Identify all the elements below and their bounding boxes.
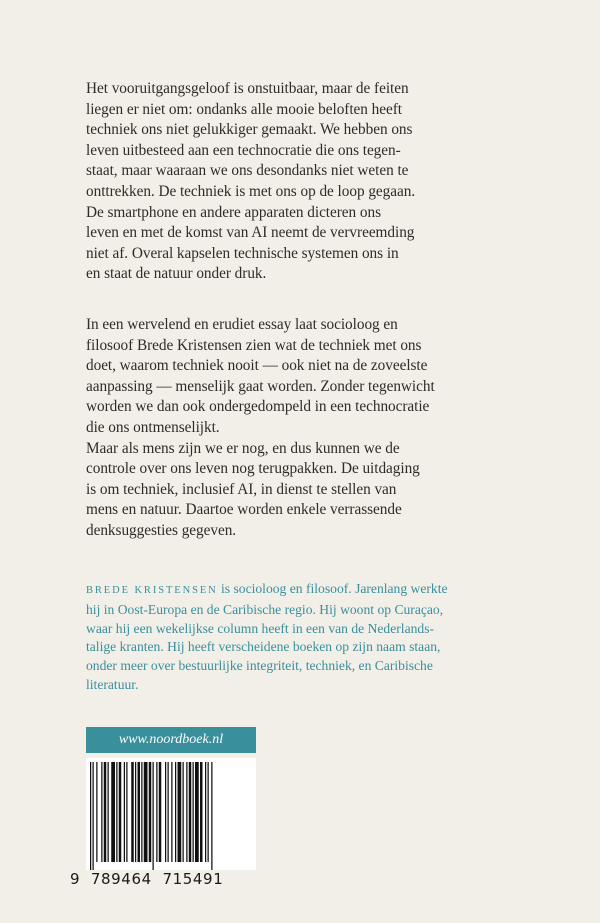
blurb-line: mens en natuur. Daartoe worden enkele verrassende (86, 501, 402, 519)
barcode-bar (208, 762, 209, 862)
isbn-barcode (86, 758, 256, 870)
barcode-bar (131, 762, 134, 862)
blurb-line: worden we dan ook ondergedompeld in een technocratie (86, 398, 430, 416)
barcode-bar (175, 762, 176, 862)
barcode-bar (195, 762, 199, 862)
barcode-bar (211, 762, 212, 870)
blurb-line: denksuggesties gegeven. (86, 521, 237, 539)
blurb-line: aanpassing — menselijk gaat worden. Zonder tegenwicht (86, 377, 435, 395)
barcode-bar (200, 762, 203, 862)
blurb-line: De smartphone en andere apparaten dicteren ons (86, 203, 382, 221)
barcode-bar (159, 762, 162, 862)
bio-line: onder meer over bestuurlijke integriteit, techniek, en Caribische (86, 658, 433, 674)
blurb-line: filosoof Brede Kristensen zien wat de techniek met ons (86, 336, 422, 354)
blurb-line: en staat de natuur onder druk. (86, 265, 267, 283)
barcode-bar (205, 762, 206, 862)
barcode-bar (135, 762, 136, 862)
blurb-line: techniek ons niet gelukkiger gemaakt. We hebben ons (86, 121, 413, 139)
barcode-bar (144, 762, 148, 862)
barcode-bar (138, 762, 141, 862)
barcode-bar (116, 762, 117, 862)
isbn-number: 9 789464 715491 (70, 870, 224, 888)
blurb-line: onttrekken. De techniek is met ons op de loop gegaan. (86, 182, 416, 200)
blurb-line: staat, maar waaraan we ons desondanks niet weten te (86, 162, 409, 180)
barcode-bar (186, 762, 187, 862)
barcode-bar (108, 762, 109, 862)
barcode-bar (193, 762, 194, 862)
barcode-bar (119, 762, 122, 862)
barcode-bar (153, 762, 154, 870)
barcode-bar (168, 762, 169, 862)
barcode-bar (189, 762, 192, 862)
barcode-bar (111, 762, 115, 862)
barcode-bar (171, 762, 172, 862)
barcode-bar (124, 762, 125, 862)
author-bio (86, 580, 516, 695)
barcode-bar (178, 762, 182, 862)
barcode-bar (104, 762, 107, 862)
barcode-bar (96, 762, 97, 862)
blurb-line: In een wervelend en erudiet essay laat socioloog en (86, 316, 398, 333)
barcode-bars (86, 758, 256, 870)
blurb-line: Maar als mens zijn we er nog, en dus kunnen we de (86, 439, 400, 457)
blurb-paragraph-1 (86, 79, 516, 285)
barcode-bar (101, 762, 102, 862)
bio-line-1-text: is socioloog en filosoof. Jarenlang werkte (217, 581, 448, 596)
bio-line: talige kranten. Hij heeft verscheidene boeken op zijn naam staan, (86, 639, 441, 655)
blurb-line: liegen er niet om: ondanks alle mooie beloften heeft (86, 100, 402, 118)
barcode-bar (149, 762, 152, 862)
blurb-line: controle over ons leven nog terugpakken. De uitdaging (86, 460, 420, 478)
blurb-line: leven uitbesteed aan een technocratie die ons tegen- (86, 141, 401, 159)
barcode-bar (90, 762, 91, 870)
bio-line: hij in Oost-Europa en de Caribische regio. Hij woont op Curaçao, (86, 601, 444, 617)
barcode-bar (126, 762, 127, 862)
bio-line: literatuur. (86, 676, 139, 692)
blurb-line: leven en met de komst van AI neemt de vervreemding (86, 224, 415, 242)
blurb-line: die ons ontmenselijkt. (86, 418, 220, 436)
blurb-line: is om techniek, inclusief AI, in dienst te stellen van (86, 480, 397, 498)
barcode-bar (165, 762, 166, 862)
blurb-paragraph-2 (86, 315, 516, 542)
author-name: BREDE KRISTENSEN (86, 585, 218, 596)
barcode-bar (156, 762, 157, 862)
blurb-line: Het vooruitgangsgeloof is onstuitbaar, maar de feiten (86, 80, 409, 97)
barcode-bar (183, 762, 184, 862)
blurb-line: doet, waarom techniek nooit — ook niet na de zoveelste (86, 357, 428, 375)
publisher-website-label: www.noordboek.nl (86, 727, 256, 753)
bio-line: waar hij een wekelijkse column heeft in een van de Nederlands- (86, 620, 435, 636)
blurb-line: niet af. Overal kapselen technische systemen ons in (86, 244, 399, 262)
bio-line (86, 580, 516, 601)
barcode-bar (93, 762, 94, 870)
barcode-bar (141, 762, 142, 862)
